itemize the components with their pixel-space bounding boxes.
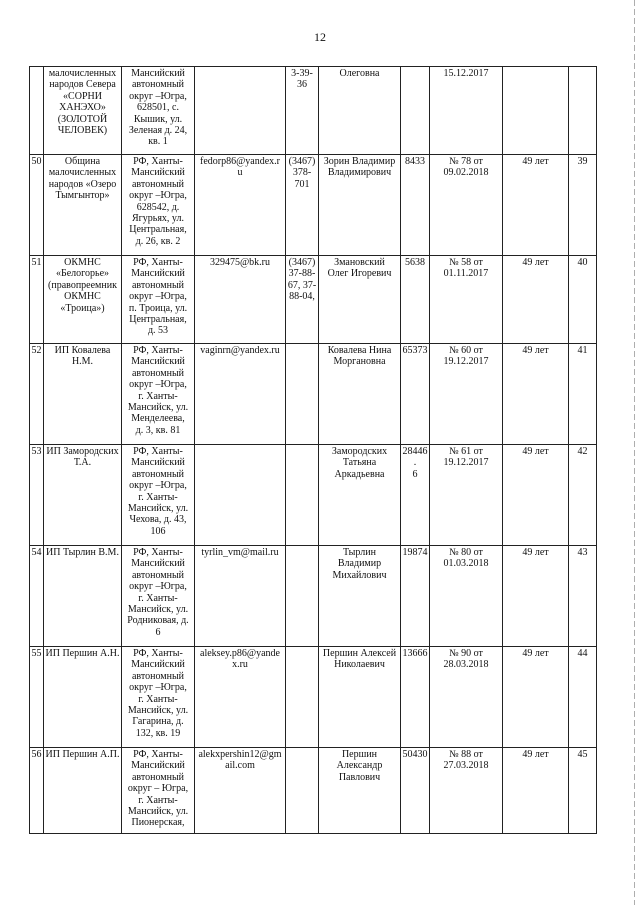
table-row — [30, 445, 597, 546]
cell-organization: ИП Замородских Т.А. — [44, 445, 122, 546]
cell-inn: 8433 — [401, 155, 430, 256]
cell-index: 42 — [569, 445, 597, 546]
cell-head-name: Першин Алексей Николаевич — [319, 647, 401, 748]
cell-inn: 13666 — [401, 647, 430, 748]
cell-organization: ИП Тырлин В.М. — [44, 546, 122, 647]
cell-number — [30, 67, 44, 155]
table-row — [30, 344, 597, 445]
cell-organization: малочисленных народов Севера «СОРНИ ХАНЭХО» (ЗОЛОТОЙ ЧЕЛОВЕК) — [44, 67, 122, 155]
cell-number: 52 — [30, 344, 44, 445]
cell-head-name: Тырлин Владимир Михайлович — [319, 546, 401, 647]
cell-phone: (3467) 37-88- 67, 37- 88-04, — [286, 256, 319, 344]
cell-term: 49 лет — [503, 748, 569, 834]
cell-inn: 50430 — [401, 748, 430, 834]
scan-edge-line — [634, 0, 635, 905]
cell-term: 49 лет — [503, 256, 569, 344]
cell-index — [569, 67, 597, 155]
page-number: 12 — [314, 30, 326, 44]
cell-head-name: Зорин Владимир Владимирович — [319, 155, 401, 256]
cell-term: 49 лет — [503, 445, 569, 546]
cell-email: aleksey.p86@yande x.ru — [195, 647, 286, 748]
cell-organization: ИП Ковалева Н.М. — [44, 344, 122, 445]
cell-index: 39 — [569, 155, 597, 256]
cell-term: 49 лет — [503, 647, 569, 748]
cell-phone: 3-39-36 — [286, 67, 319, 155]
cell-email — [195, 67, 286, 155]
cell-address: РФ, Ханты- Мансийский автономный округ – Югра, г. Ханты- Мансийск, ул. Пионерская, — [122, 748, 195, 834]
table-row — [30, 155, 597, 256]
cell-term: 49 лет — [503, 546, 569, 647]
cell-document: № 60 от 19.12.2017 — [430, 344, 503, 445]
cell-phone: (3467) 378- 701 — [286, 155, 319, 256]
cell-email — [195, 445, 286, 546]
cell-number: 50 — [30, 155, 44, 256]
cell-document: № 90 от 28.03.2018 — [430, 647, 503, 748]
registry-table — [29, 66, 597, 834]
cell-index: 45 — [569, 748, 597, 834]
cell-document: № 61 от 19.12.2017 — [430, 445, 503, 546]
cell-address: РФ, Ханты- Мансийский автономный округ –Югра, г. Ханты- Мансийск, ул. Гагарина, д. 132, кв. 19 — [122, 647, 195, 748]
cell-address: РФ, Ханты- Мансийский автономный округ –Югра, п. Троица, ул. Центральная, д. 53 — [122, 256, 195, 344]
cell-index: 44 — [569, 647, 597, 748]
table-row — [30, 546, 597, 647]
cell-number: 51 — [30, 256, 44, 344]
cell-inn: 65373 — [401, 344, 430, 445]
cell-number: 56 — [30, 748, 44, 834]
cell-address: РФ, Ханты- Мансийский автономный округ –Югра, 628542, д. Ягурьях, ул. Центральная, д. 26, кв. 2 — [122, 155, 195, 256]
cell-term: 49 лет — [503, 155, 569, 256]
cell-organization: Община малочисленных народов «Озеро Тымгынтор» — [44, 155, 122, 256]
cell-term — [503, 67, 569, 155]
cell-index: 41 — [569, 344, 597, 445]
cell-email: vaginrn@yandex.ru — [195, 344, 286, 445]
cell-address: РФ, Ханты- Мансийский автономный округ –Югра, г. Ханты- Мансийск, ул. Менделеева, д. 3, кв. 81 — [122, 344, 195, 445]
cell-number: 53 — [30, 445, 44, 546]
table-row — [30, 67, 597, 155]
cell-index: 40 — [569, 256, 597, 344]
cell-head-name: Олеговна — [319, 67, 401, 155]
table-body — [30, 67, 597, 834]
cell-address: Мансийский автономный округ –Югра, 628501, с. Кышик, ул. Зеленая д. 24, кв. 1 — [122, 67, 195, 155]
cell-document: № 58 от 01.11.2017 — [430, 256, 503, 344]
cell-document: № 80 от 01.03.2018 — [430, 546, 503, 647]
cell-term: 49 лет — [503, 344, 569, 445]
cell-inn: 28446. 6 — [401, 445, 430, 546]
cell-inn: 5638 — [401, 256, 430, 344]
cell-address: РФ, Ханты- Мансийский автономный округ –Югра, г. Ханты- Мансийск, ул. Родниковая, д. 6 — [122, 546, 195, 647]
cell-address: РФ, Ханты- Мансийский автономный округ –Югра, г. Ханты- Мансийск, ул. Чехова, д. 43, 106 — [122, 445, 195, 546]
cell-phone — [286, 344, 319, 445]
cell-head-name: Замородских Татьяна Аркадьевна — [319, 445, 401, 546]
cell-head-name: Змановский Олег Игоревич — [319, 256, 401, 344]
cell-email: 329475@bk.ru — [195, 256, 286, 344]
cell-head-name: Першин Александр Павлович — [319, 748, 401, 834]
table-row — [30, 647, 597, 748]
cell-head-name: Ковалева Нина Моргановна — [319, 344, 401, 445]
cell-phone — [286, 748, 319, 834]
cell-phone — [286, 546, 319, 647]
cell-email: alekxpershin12@gm ail.com — [195, 748, 286, 834]
cell-phone — [286, 647, 319, 748]
cell-number: 54 — [30, 546, 44, 647]
cell-document: № 78 от 09.02.2018 — [430, 155, 503, 256]
cell-phone — [286, 445, 319, 546]
cell-number: 55 — [30, 647, 44, 748]
cell-email: tyrlin_vm@mail.ru — [195, 546, 286, 647]
table-row — [30, 748, 597, 834]
cell-document: № 88 от 27.03.2018 — [430, 748, 503, 834]
cell-inn — [401, 67, 430, 155]
cell-document: 15.12.2017 — [430, 67, 503, 155]
cell-organization: ИП Першин А.П. — [44, 748, 122, 834]
cell-organization: ОКМНС «Белогорье» (правопреемник ОКМНС «Троица») — [44, 256, 122, 344]
table-row — [30, 256, 597, 344]
cell-index: 43 — [569, 546, 597, 647]
cell-inn: 19874 — [401, 546, 430, 647]
cell-organization: ИП Першин А.Н. — [44, 647, 122, 748]
cell-email: fedorp86@yandex.r u — [195, 155, 286, 256]
